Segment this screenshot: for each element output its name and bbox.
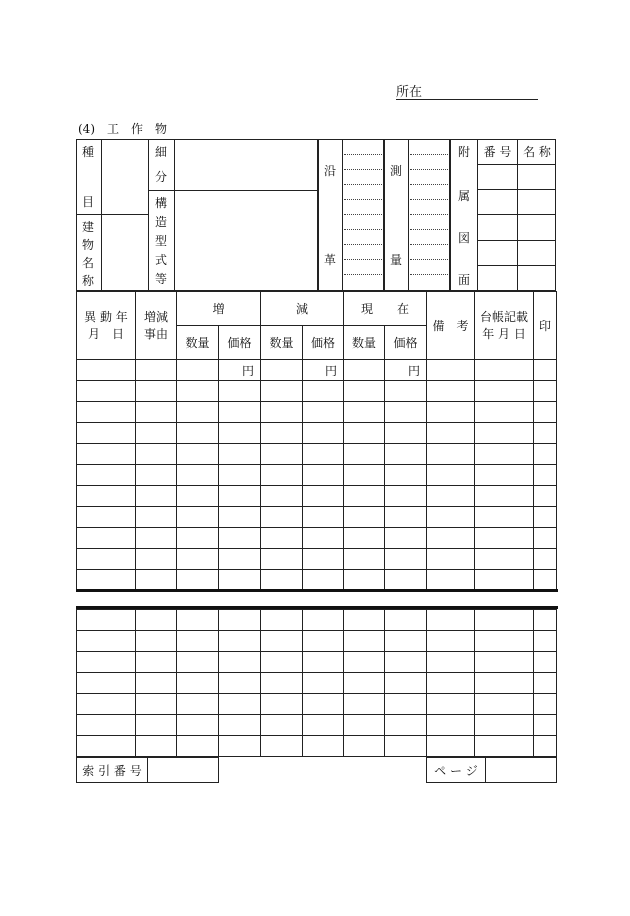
table-cell[interactable] xyxy=(219,694,261,715)
table-cell[interactable] xyxy=(303,423,344,444)
label-shou: 称 xyxy=(81,274,94,288)
label-tou: 等 xyxy=(154,272,167,286)
table-cell[interactable] xyxy=(136,549,177,570)
table-cell[interactable] xyxy=(427,444,475,465)
table-cell[interactable] xyxy=(261,486,303,507)
table-cell[interactable] xyxy=(534,736,557,757)
table-cell[interactable] xyxy=(261,444,303,465)
table-cell[interactable] xyxy=(475,486,534,507)
table-row xyxy=(77,528,557,549)
table-cell[interactable] xyxy=(385,673,427,694)
header-current: 現 在 xyxy=(344,292,427,326)
table-cell[interactable] xyxy=(219,402,261,423)
table-cell[interactable] xyxy=(344,381,385,402)
index-number-field[interactable] xyxy=(148,758,219,783)
table-cell[interactable] xyxy=(303,736,344,757)
table-cell[interactable] xyxy=(385,652,427,673)
table-cell[interactable] xyxy=(344,423,385,444)
label-kata: 型 xyxy=(154,234,167,248)
table-cell[interactable] xyxy=(427,694,475,715)
table-cell[interactable] xyxy=(475,528,534,549)
table-cell[interactable] xyxy=(303,694,344,715)
table-cell[interactable] xyxy=(427,631,475,652)
table-cell[interactable] xyxy=(261,715,303,736)
header-inc-qty: 数量 xyxy=(177,326,219,360)
page-label: ペ ー ジ xyxy=(427,758,486,783)
table-cell[interactable] xyxy=(475,402,534,423)
header-dec-qty: 数量 xyxy=(261,326,303,360)
table-cell[interactable] xyxy=(344,507,385,528)
table-row xyxy=(77,570,557,591)
label-shu: 種 xyxy=(81,145,94,159)
table-cell[interactable] xyxy=(261,507,303,528)
table-cell[interactable] xyxy=(219,444,261,465)
header-inc-price: 価格 xyxy=(219,326,261,360)
table-cell[interactable] xyxy=(177,528,219,549)
table-cell[interactable] xyxy=(344,736,385,757)
table-cell[interactable] xyxy=(475,570,534,591)
label-name: 名 称 xyxy=(523,145,551,159)
table-cell[interactable] xyxy=(177,715,219,736)
header-dec-price: 価格 xyxy=(303,326,344,360)
separator-line xyxy=(76,589,558,592)
label-zou: 造 xyxy=(154,215,167,229)
label-ryo: 量 xyxy=(389,253,402,267)
table-row xyxy=(77,402,557,423)
table-row xyxy=(77,736,557,757)
table-cell[interactable] xyxy=(344,549,385,570)
table-cell[interactable] xyxy=(177,486,219,507)
table-cell[interactable] xyxy=(136,507,177,528)
table-cell[interactable] xyxy=(177,444,219,465)
table-cell[interactable] xyxy=(136,736,177,757)
table-cell[interactable] xyxy=(344,570,385,591)
label-moku: 目 xyxy=(81,195,94,209)
attached-drawings-box xyxy=(450,139,556,291)
table-cell[interactable] xyxy=(344,528,385,549)
table-cell[interactable] xyxy=(534,486,557,507)
table-cell[interactable] xyxy=(77,570,136,591)
table-cell[interactable] xyxy=(385,631,427,652)
table-cell[interactable] xyxy=(427,570,475,591)
table-cell[interactable] xyxy=(136,570,177,591)
table-cell[interactable] xyxy=(136,610,177,631)
table-cell[interactable] xyxy=(177,507,219,528)
table-cell[interactable] xyxy=(427,715,475,736)
table-cell[interactable] xyxy=(475,694,534,715)
table-cell[interactable] xyxy=(136,652,177,673)
table-row xyxy=(77,465,557,486)
table-cell[interactable] xyxy=(427,486,475,507)
label-ken: 建 xyxy=(81,220,94,234)
table-cell[interactable] xyxy=(303,549,344,570)
index-number-box xyxy=(76,757,219,783)
table-cell[interactable] xyxy=(385,549,427,570)
label-sai: 細 xyxy=(154,145,167,159)
header-ledger-date: 台帳記載 年 月 日 xyxy=(475,292,534,360)
table-cell[interactable] xyxy=(261,631,303,652)
table-cell[interactable] xyxy=(77,402,136,423)
change-record-table xyxy=(76,291,557,591)
table-cell[interactable] xyxy=(261,381,303,402)
table-cell[interactable] xyxy=(136,486,177,507)
table-cell[interactable] xyxy=(475,423,534,444)
table-cell[interactable] xyxy=(177,736,219,757)
section-title: (4) 工 作 物 xyxy=(78,122,167,136)
table-cell[interactable] xyxy=(427,423,475,444)
header-increase: 増 xyxy=(177,292,261,326)
table-cell[interactable] xyxy=(385,715,427,736)
table-cell[interactable] xyxy=(385,736,427,757)
table-cell[interactable] xyxy=(385,507,427,528)
table-cell[interactable] xyxy=(427,673,475,694)
table-cell[interactable] xyxy=(303,507,344,528)
label-zu: 図 xyxy=(457,231,470,245)
table-cell[interactable] xyxy=(136,402,177,423)
table-row xyxy=(77,673,557,694)
label-fu: 附 xyxy=(457,145,470,159)
table-cell[interactable] xyxy=(219,528,261,549)
table-cell[interactable] xyxy=(385,444,427,465)
table-cell[interactable] xyxy=(77,610,136,631)
label-butsu: 物 xyxy=(81,238,94,252)
table-cell[interactable] xyxy=(303,652,344,673)
table-row xyxy=(77,423,557,444)
table-cell[interactable] xyxy=(219,507,261,528)
label-soku: 測 xyxy=(389,164,402,178)
table-cell[interactable] xyxy=(385,381,427,402)
table-cell[interactable] xyxy=(261,549,303,570)
table-cell[interactable] xyxy=(344,610,385,631)
yen-unit: 円 xyxy=(408,363,421,378)
table-cell[interactable] xyxy=(385,570,427,591)
table-cell[interactable] xyxy=(344,486,385,507)
header-change-reason: 増減 事由 xyxy=(136,292,177,360)
table-cell[interactable] xyxy=(534,381,557,402)
table-cell[interactable] xyxy=(475,549,534,570)
table-cell[interactable] xyxy=(427,507,475,528)
table-cell[interactable] xyxy=(261,423,303,444)
table-cell[interactable] xyxy=(534,465,557,486)
table-cell[interactable] xyxy=(77,528,136,549)
table-cell[interactable] xyxy=(219,631,261,652)
table-cell[interactable] xyxy=(77,631,136,652)
table-cell[interactable] xyxy=(219,549,261,570)
yen-unit: 円 xyxy=(242,363,255,378)
table-cell[interactable] xyxy=(427,465,475,486)
table-cell[interactable] xyxy=(303,528,344,549)
table-cell[interactable] xyxy=(77,736,136,757)
table-cell[interactable] xyxy=(534,549,557,570)
table-cell[interactable] xyxy=(177,423,219,444)
label-men: 面 xyxy=(457,273,470,287)
table-cell[interactable] xyxy=(534,423,557,444)
table-cell[interactable] xyxy=(177,631,219,652)
table-cell[interactable] xyxy=(427,652,475,673)
table-cell[interactable] xyxy=(475,465,534,486)
table-cell[interactable] xyxy=(77,715,136,736)
table-cell[interactable] xyxy=(427,736,475,757)
table-cell[interactable] xyxy=(534,444,557,465)
header-cur-qty: 数量 xyxy=(344,326,385,360)
table-cell[interactable] xyxy=(303,570,344,591)
table-row xyxy=(77,381,557,402)
table-cell[interactable] xyxy=(427,402,475,423)
table-row xyxy=(77,444,557,465)
table-cell[interactable] xyxy=(475,736,534,757)
table-cell[interactable] xyxy=(177,402,219,423)
table-cell[interactable] xyxy=(177,694,219,715)
table-cell[interactable] xyxy=(136,423,177,444)
table-cell[interactable] xyxy=(385,486,427,507)
label-bun: 分 xyxy=(154,170,167,184)
table-cell[interactable] xyxy=(475,715,534,736)
table-cell[interactable] xyxy=(427,381,475,402)
label-zoku: 属 xyxy=(457,189,470,203)
table-row xyxy=(77,694,557,715)
index-number-label: 索 引 番 号 xyxy=(77,758,148,783)
table-cell[interactable] xyxy=(261,673,303,694)
table-cell[interactable] xyxy=(136,631,177,652)
table-cell[interactable] xyxy=(534,631,557,652)
table-cell[interactable] xyxy=(427,549,475,570)
table-cell[interactable] xyxy=(534,610,557,631)
yen-unit: 円 xyxy=(325,363,338,378)
table-cell[interactable] xyxy=(344,631,385,652)
table-cell[interactable] xyxy=(344,465,385,486)
table-cell[interactable] xyxy=(77,652,136,673)
continuation-table xyxy=(76,609,557,757)
table-cell[interactable] xyxy=(534,652,557,673)
table-cell[interactable] xyxy=(303,715,344,736)
table-cell[interactable] xyxy=(261,465,303,486)
table-cell[interactable] xyxy=(77,507,136,528)
table-cell[interactable] xyxy=(303,444,344,465)
table-cell[interactable] xyxy=(534,694,557,715)
table-cell[interactable] xyxy=(475,631,534,652)
table-cell[interactable] xyxy=(77,465,136,486)
table-cell[interactable] xyxy=(475,444,534,465)
table-cell[interactable] xyxy=(177,673,219,694)
table-cell[interactable] xyxy=(475,610,534,631)
table-cell[interactable] xyxy=(534,570,557,591)
history-box xyxy=(318,139,384,291)
table-cell[interactable] xyxy=(177,465,219,486)
table-cell[interactable] xyxy=(534,715,557,736)
table-cell[interactable] xyxy=(136,465,177,486)
table-cell[interactable] xyxy=(136,528,177,549)
table-row xyxy=(77,610,557,631)
table-row xyxy=(77,486,557,507)
work-info-box xyxy=(76,139,318,291)
table-cell[interactable] xyxy=(261,736,303,757)
table-row xyxy=(77,715,557,736)
table-cell[interactable] xyxy=(177,570,219,591)
location-label: 所在 xyxy=(396,85,423,100)
table-cell[interactable] xyxy=(475,673,534,694)
table-cell[interactable] xyxy=(385,402,427,423)
table-cell[interactable] xyxy=(344,402,385,423)
table-cell[interactable] xyxy=(136,715,177,736)
table-cell[interactable] xyxy=(303,465,344,486)
table-cell[interactable] xyxy=(177,652,219,673)
table-cell[interactable] xyxy=(475,381,534,402)
table-cell[interactable] xyxy=(177,610,219,631)
table-cell[interactable] xyxy=(261,652,303,673)
table-cell[interactable] xyxy=(77,486,136,507)
table-cell[interactable] xyxy=(344,715,385,736)
table-cell[interactable] xyxy=(77,444,136,465)
table-cell[interactable] xyxy=(427,610,475,631)
table-cell[interactable] xyxy=(177,381,219,402)
table-cell[interactable] xyxy=(303,486,344,507)
table-cell[interactable] xyxy=(475,507,534,528)
table-row xyxy=(77,549,557,570)
label-mei: 名 xyxy=(81,256,94,270)
table-cell[interactable] xyxy=(385,610,427,631)
table-cell[interactable] xyxy=(136,673,177,694)
table-cell[interactable] xyxy=(136,694,177,715)
table-cell[interactable] xyxy=(303,381,344,402)
table-cell[interactable] xyxy=(385,528,427,549)
table-cell[interactable] xyxy=(344,673,385,694)
table-cell[interactable] xyxy=(219,673,261,694)
label-shiki: 式 xyxy=(154,253,167,267)
label-number: 番 号 xyxy=(483,145,512,159)
survey-box xyxy=(384,139,450,291)
header-remarks: 備 考 xyxy=(427,292,475,360)
table-cell[interactable] xyxy=(177,549,219,570)
table-cell[interactable] xyxy=(219,381,261,402)
table-cell[interactable] xyxy=(219,423,261,444)
label-en: 沿 xyxy=(323,164,336,178)
table-cell[interactable] xyxy=(534,402,557,423)
table-cell[interactable] xyxy=(219,465,261,486)
page-box xyxy=(426,757,557,783)
table-cell[interactable] xyxy=(77,381,136,402)
table-cell[interactable] xyxy=(344,694,385,715)
table-row xyxy=(77,360,557,381)
table-cell[interactable] xyxy=(385,423,427,444)
table-row xyxy=(77,507,557,528)
label-kou: 構 xyxy=(154,196,167,210)
table-cell[interactable] xyxy=(219,652,261,673)
table-cell[interactable] xyxy=(344,444,385,465)
table-cell[interactable] xyxy=(77,549,136,570)
table-cell[interactable] xyxy=(136,444,177,465)
table-cell[interactable] xyxy=(261,570,303,591)
table-cell[interactable] xyxy=(385,694,427,715)
table-cell[interactable] xyxy=(344,652,385,673)
table-cell[interactable] xyxy=(77,423,136,444)
table-cell[interactable] xyxy=(261,528,303,549)
header-cur-price: 価格 xyxy=(385,326,427,360)
page-field[interactable] xyxy=(486,758,557,783)
table-cell[interactable] xyxy=(303,631,344,652)
table-cell[interactable] xyxy=(219,736,261,757)
table-cell[interactable] xyxy=(427,528,475,549)
header-change-date: 異 動 年 月 日 xyxy=(77,292,136,360)
table-cell[interactable] xyxy=(219,486,261,507)
table-cell[interactable] xyxy=(385,465,427,486)
table-row xyxy=(77,631,557,652)
table-cell[interactable] xyxy=(534,528,557,549)
table-cell[interactable] xyxy=(475,652,534,673)
table-cell[interactable] xyxy=(219,570,261,591)
table-cell[interactable] xyxy=(219,610,261,631)
table-cell[interactable] xyxy=(303,673,344,694)
table-cell[interactable] xyxy=(534,507,557,528)
table-cell[interactable] xyxy=(77,673,136,694)
table-cell[interactable] xyxy=(534,673,557,694)
table-cell[interactable] xyxy=(303,610,344,631)
table-cell[interactable] xyxy=(261,694,303,715)
label-kaku: 革 xyxy=(323,253,336,267)
header-decrease: 減 xyxy=(261,292,344,326)
table-cell[interactable] xyxy=(77,694,136,715)
table-cell[interactable] xyxy=(219,715,261,736)
table-cell[interactable] xyxy=(303,402,344,423)
location-underline xyxy=(396,99,538,100)
header-seal: 印 xyxy=(534,292,557,360)
table-row xyxy=(77,652,557,673)
table-cell[interactable] xyxy=(261,610,303,631)
table-cell[interactable] xyxy=(136,381,177,402)
table-cell[interactable] xyxy=(261,402,303,423)
